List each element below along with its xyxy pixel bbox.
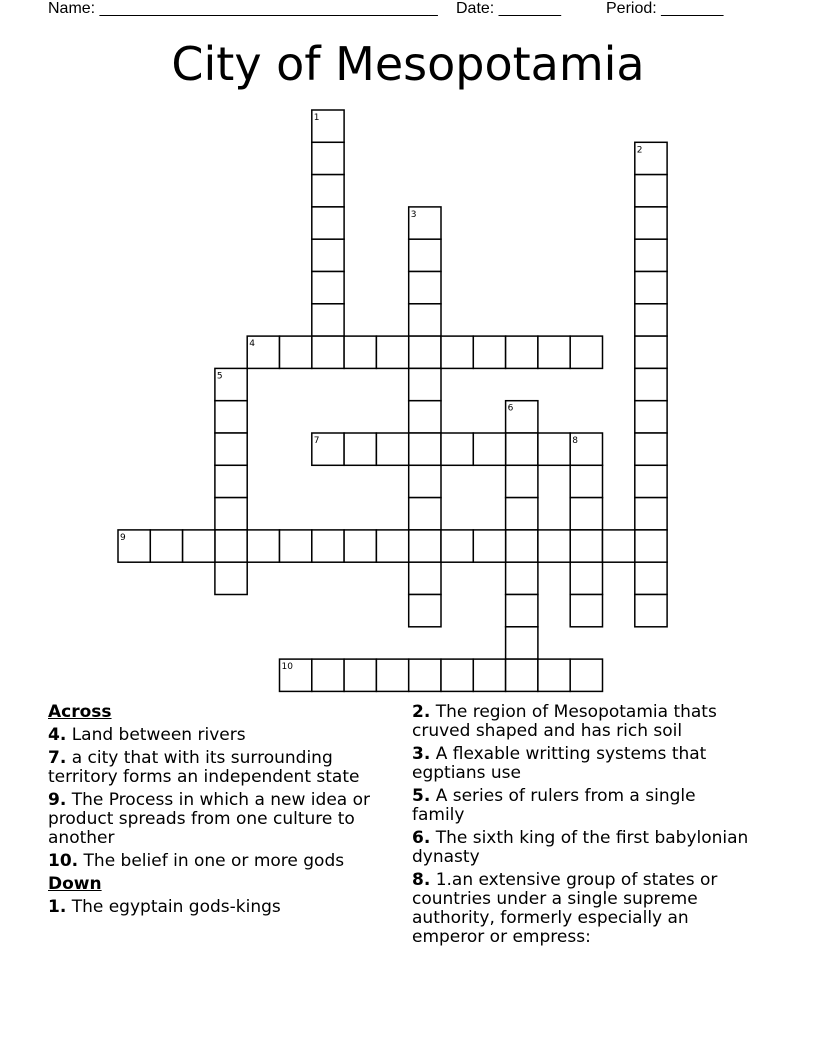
grid-cell[interactable] <box>409 562 441 594</box>
clue-text: A series of rulers from a single family <box>412 786 696 825</box>
cell-number-label: 6 <box>507 403 514 414</box>
grid-cell[interactable] <box>312 142 344 174</box>
grid-cell[interactable] <box>635 368 667 400</box>
grid-cell[interactable] <box>635 465 667 497</box>
across-heading: Across <box>48 702 112 722</box>
clue-down-1 <box>48 898 398 917</box>
cell-number-label: 10 <box>281 662 293 673</box>
grid-cell[interactable] <box>312 239 344 271</box>
grid-cell[interactable] <box>506 627 538 659</box>
cell-number-label: 1 <box>313 113 320 123</box>
cell-number-label: 3 <box>410 209 417 220</box>
cell-number-label: 5 <box>216 371 223 382</box>
grid-cell[interactable] <box>635 401 667 433</box>
clue-down-3 <box>412 745 752 783</box>
cell-number-label: 2 <box>636 145 643 156</box>
grid-cell[interactable] <box>312 175 344 207</box>
period-field-label: Period: _______ <box>606 0 724 17</box>
grid-cell[interactable] <box>538 659 570 691</box>
grid-cell[interactable] <box>247 530 279 562</box>
grid-cell[interactable] <box>441 530 473 562</box>
grid-cell[interactable] <box>473 659 505 691</box>
cell-number-label: 9 <box>120 532 126 543</box>
grid-cell[interactable] <box>409 659 441 691</box>
grid-cell[interactable] <box>603 530 635 562</box>
grid-cell[interactable] <box>376 336 408 368</box>
grid-cell[interactable] <box>409 595 441 627</box>
clue-text: The belief in one or more gods <box>83 851 345 871</box>
grid-cell[interactable] <box>635 239 667 271</box>
grid-cell[interactable] <box>506 562 538 594</box>
grid-cell[interactable] <box>538 336 570 368</box>
grid-cell[interactable] <box>344 433 376 465</box>
date-field-label: Date: _______ <box>456 0 561 17</box>
grid-cell[interactable] <box>441 659 473 691</box>
grid-cell[interactable] <box>280 336 312 368</box>
grid-cell[interactable] <box>312 336 344 368</box>
clue-down-2 <box>412 703 752 741</box>
grid-cell[interactable] <box>441 336 473 368</box>
clue-down-6 <box>412 829 752 867</box>
grid-cell[interactable] <box>215 530 247 562</box>
clue-across-9 <box>48 791 398 848</box>
grid-cell[interactable] <box>409 498 441 530</box>
grid-cell[interactable] <box>635 336 667 368</box>
grid-cell[interactable] <box>635 530 667 562</box>
grid-cell[interactable] <box>635 304 667 336</box>
grid-cell[interactable] <box>570 595 602 627</box>
grid-cell[interactable] <box>506 433 538 465</box>
grid-cell[interactable] <box>409 433 441 465</box>
grid-cell[interactable] <box>635 562 667 594</box>
grid-cell[interactable] <box>344 336 376 368</box>
grid-cell[interactable] <box>635 207 667 239</box>
clue-text: The egyptain gods-kings <box>71 897 281 917</box>
grid-cell[interactable] <box>506 336 538 368</box>
grid-cell[interactable] <box>506 530 538 562</box>
grid-cell[interactable] <box>441 433 473 465</box>
clue-across-10 <box>48 852 398 871</box>
cell-number-label: 8 <box>572 436 578 446</box>
grid-cell[interactable] <box>215 433 247 465</box>
clue-number: 1. <box>48 897 67 917</box>
grid-cell[interactable] <box>635 272 667 304</box>
clue-down-5 <box>412 787 752 825</box>
name-field-label: Name: ______________________________________ <box>48 0 438 17</box>
clue-number: 7. <box>48 748 67 768</box>
grid-cell[interactable] <box>506 498 538 530</box>
cell-number-label: 7 <box>313 436 320 446</box>
clue-text: The Process in which a new idea or product spreads from one culture to another <box>48 790 370 848</box>
grid-cell[interactable] <box>635 498 667 530</box>
grid-cell[interactable] <box>570 336 602 368</box>
grid-cell[interactable] <box>215 498 247 530</box>
grid-cell[interactable] <box>570 530 602 562</box>
grid-cell[interactable] <box>376 530 408 562</box>
grid-cell[interactable] <box>312 207 344 239</box>
grid-cell[interactable] <box>409 530 441 562</box>
clues-right-column <box>412 703 752 951</box>
grid-cell[interactable] <box>506 465 538 497</box>
clue-text: The region of Mesopotamia thats cruved shaped and has rich soil <box>412 702 717 741</box>
grid-cell[interactable] <box>312 272 344 304</box>
clue-text: a city that with its surrounding territory forms an independent state <box>48 748 360 787</box>
grid-cell[interactable] <box>312 530 344 562</box>
grid-cell[interactable] <box>570 562 602 594</box>
clue-text: The sixth king of the first babylonian dynasty <box>412 828 749 867</box>
grid-cell[interactable] <box>538 530 570 562</box>
grid-cell[interactable] <box>376 433 408 465</box>
grid-cell[interactable] <box>409 272 441 304</box>
grid-cell[interactable] <box>409 465 441 497</box>
clue-number: 6. <box>412 828 431 848</box>
grid-cell[interactable] <box>473 530 505 562</box>
clue-across-4 <box>48 726 398 745</box>
grid-cell[interactable] <box>150 530 182 562</box>
grid-cell[interactable] <box>473 433 505 465</box>
grid-cell[interactable] <box>635 595 667 627</box>
cell-number-label: 4 <box>249 339 255 350</box>
grid-cell[interactable] <box>376 659 408 691</box>
grid-cell[interactable] <box>570 498 602 530</box>
grid-cell[interactable] <box>570 465 602 497</box>
grid-cell[interactable] <box>344 530 376 562</box>
grid-cell[interactable] <box>312 659 344 691</box>
grid-cell[interactable] <box>506 595 538 627</box>
grid-cell[interactable] <box>473 336 505 368</box>
grid-cell[interactable] <box>215 401 247 433</box>
grid-cell[interactable] <box>409 304 441 336</box>
clue-number: 8. <box>412 870 431 890</box>
down-heading: Down <box>48 874 102 894</box>
page-title: City of Mesopotamia <box>171 37 645 91</box>
grid-cell[interactable] <box>409 239 441 271</box>
grid-cell[interactable] <box>635 433 667 465</box>
clue-number: 9. <box>48 790 67 810</box>
grid-cell[interactable] <box>409 401 441 433</box>
grid-cell[interactable] <box>506 659 538 691</box>
grid-cell[interactable] <box>344 659 376 691</box>
clue-down-8 <box>412 871 752 947</box>
clue-number: 4. <box>48 725 67 745</box>
grid-cell[interactable] <box>183 530 215 562</box>
grid-cell[interactable] <box>538 433 570 465</box>
grid-cell[interactable] <box>312 304 344 336</box>
grid-cell[interactable] <box>409 368 441 400</box>
grid-cell[interactable] <box>635 175 667 207</box>
grid-cell[interactable] <box>280 530 312 562</box>
clue-number: 5. <box>412 786 431 806</box>
grid-cell[interactable] <box>215 562 247 594</box>
clue-across-7 <box>48 749 398 787</box>
clue-text: 1.an extensive group of states or countries under a single supreme authority, formerly especially an emperor or empress: <box>412 870 718 947</box>
clues-left-column <box>48 703 398 921</box>
clue-number: 2. <box>412 702 431 722</box>
grid-cell[interactable] <box>215 465 247 497</box>
grid-cell[interactable] <box>409 336 441 368</box>
clue-number: 3. <box>412 744 431 764</box>
clue-number: 10. <box>48 851 79 871</box>
clue-text: A flexable writting systems that egptians use <box>412 744 707 783</box>
clue-text: Land between rivers <box>71 725 246 745</box>
grid-cell[interactable] <box>570 659 602 691</box>
